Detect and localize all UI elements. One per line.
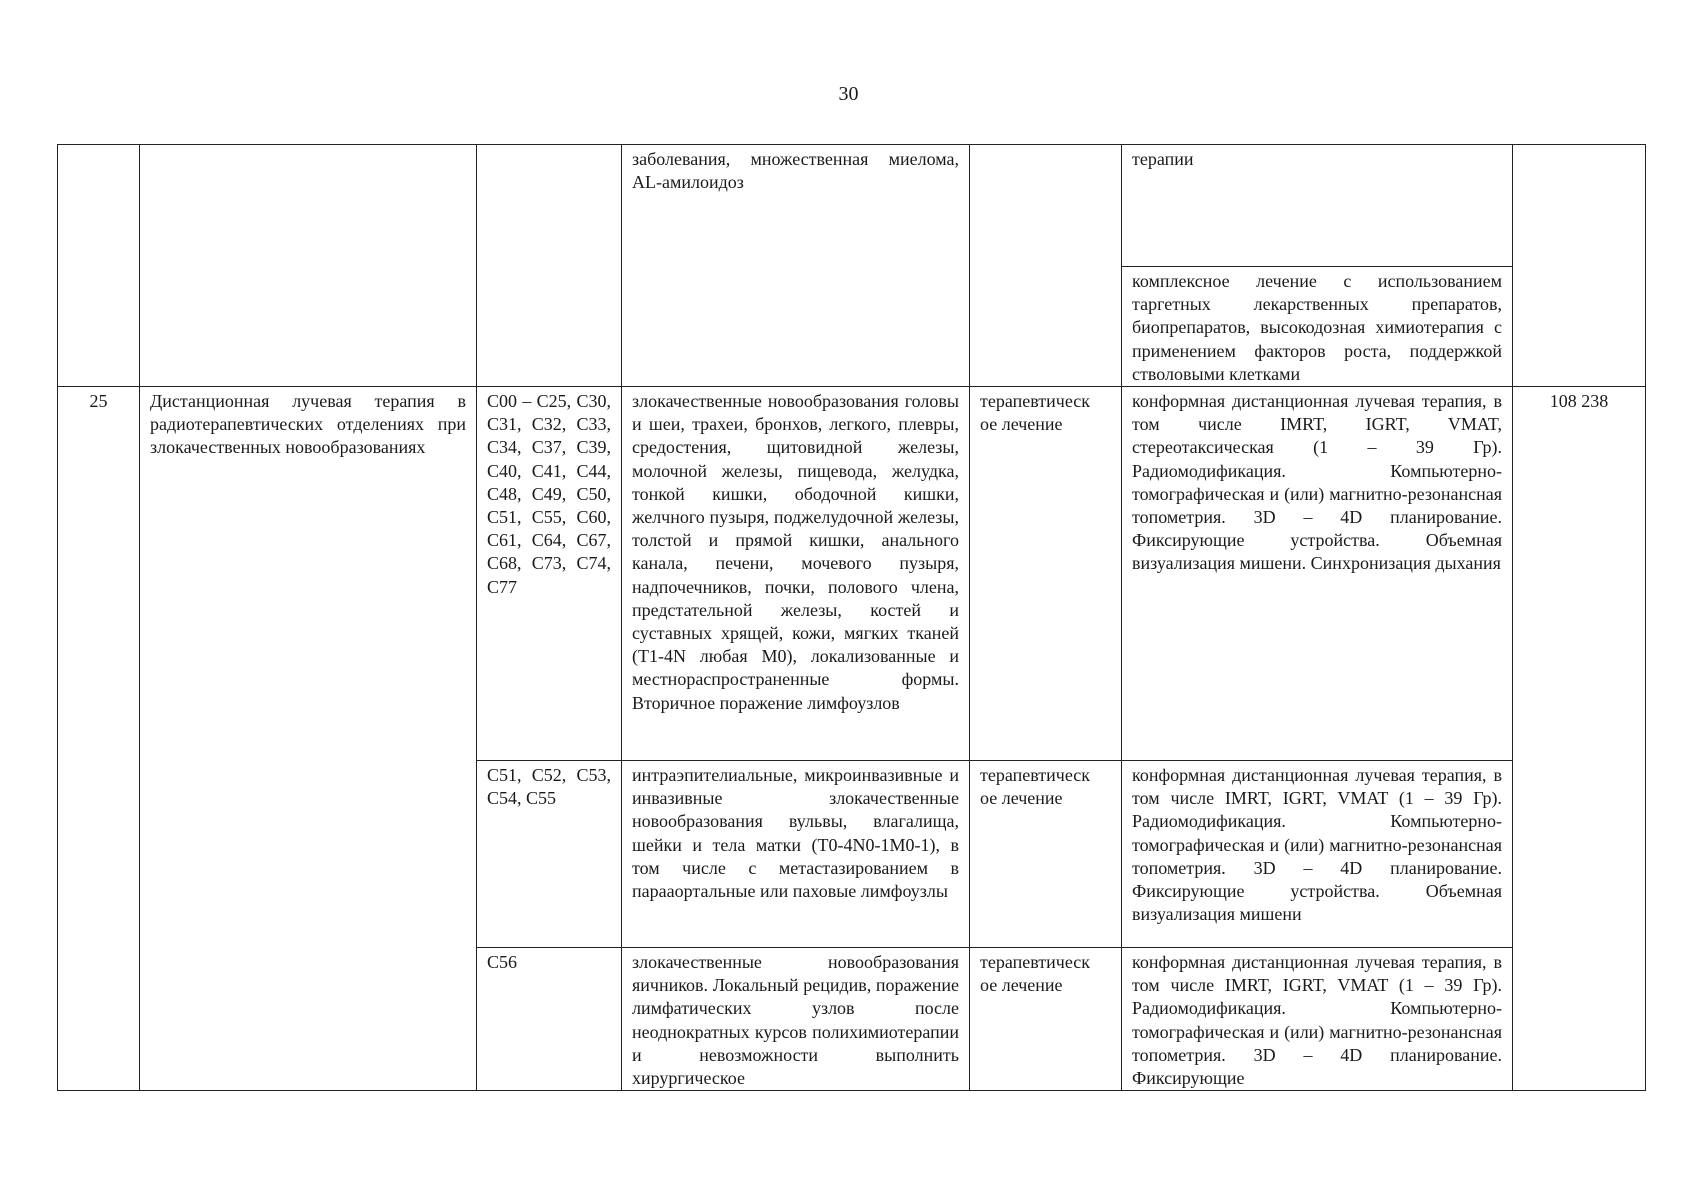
continuation-number-cell xyxy=(58,145,140,387)
continuation-codes-cell xyxy=(477,145,622,387)
row-25-sub-1 xyxy=(58,387,1646,761)
condition-description: злокачественные новообразования яичников. Локальный рецидив, поражение лимфатических узлов после неоднократных курсов полихимиотерапии и невозможности выполнить хирургическое xyxy=(622,948,970,1091)
continuation-condition: заболевания, множественная миелома, AL-амилоидоз xyxy=(622,145,970,387)
treatment-type: терапевтическ ое лечение xyxy=(970,948,1122,1091)
continuation-method-b: комплексное лечение с использованием таргетных лекарственных препаратов, биопрепаратов, высокодозная химиотерапия с применением факторов роста, поддержкой стволовыми клетками xyxy=(1122,267,1513,387)
continuation-price-cell xyxy=(1513,145,1646,387)
icd-codes: C51, C52, C53, C54, C55 xyxy=(477,761,622,948)
icd-codes: C00 – C25, C30, C31, C32, C33, C34, C37, C39, C40, C41, C44, C48, C49, C50, C51, C55, C60, C61, C64, C67, C68, C73, C74, C77 xyxy=(477,387,622,761)
method-description: конформная дистанционная лучевая терапия, в том числе IMRT, IGRT, VMAT (1 – 39 Гр). Радиомодификация. Компьютерно-томографическая и (или) магнитно-резонансная топометрия. 3D – 4D планирование. Фиксирующие xyxy=(1122,948,1513,1091)
icd-codes: C56 xyxy=(477,948,622,1091)
continuation-row-1 xyxy=(58,145,1646,267)
condition-description: злокачественные новообразования головы и шеи, трахеи, бронхов, легкого, плевры, средостения, щитовидной железы, молочной железы, пищевода, желудка, тонкой кишки, ободочной кишки, желчного пузыря, поджелудочной железы, толстой и прямой кишки, анального канала, печени, мочевого пузыря, надпочечников, почки, полового члена, предстательной железы, костей и суставных хрящей, кожи, мягких тканей (T1-4N любая M0), локализованные и местнораспространенные формы. Вторичное поражение лимфоузлов xyxy=(622,387,970,761)
services-table xyxy=(57,144,1646,1091)
price-value: 108 238 xyxy=(1513,387,1646,1091)
condition-description: интраэпителиальные, микроинвазивные и инвазивные злокачественные новообразования вульвы, влагалища, шейки и тела матки (T0-4N0-1M0-1), в том числе с метастазированием в парааортальные или паховые лимфоузлы xyxy=(622,761,970,948)
page-number: 30 xyxy=(838,83,859,105)
continuation-name-cell xyxy=(140,145,477,387)
continuation-method-a: терапии xyxy=(1122,145,1513,267)
method-description: конформная дистанционная лучевая терапия, в том числе IMRT, IGRT, VMAT (1 – 39 Гр). Радиомодификация. Компьютерно-томографическая и (или) магнитно-резонансная топометрия. 3D – 4D планирование. Фиксирующие устройства. Объемная визуализация мишени xyxy=(1122,761,1513,948)
method-description: конформная дистанционная лучевая терапия, в том числе IMRT, IGRT, VMAT, стереотаксическая (1 – 39 Гр). Радиомодификация. Компьютерно-томографическая и (или) магнитно-резонансная топометрия. 3D – 4D планирование. Фиксирующие устройства. Объемная визуализация мишени. Синхронизация дыхания xyxy=(1122,387,1513,761)
treatment-type: терапевтическ ое лечение xyxy=(970,761,1122,948)
treatment-type: терапевтическ ое лечение xyxy=(970,387,1122,761)
row-name: Дистанционная лучевая терапия в радиотерапевтических отделениях при злокачественных новообразованиях xyxy=(140,387,477,1091)
continuation-treatment-cell xyxy=(970,145,1122,387)
row-number: 25 xyxy=(58,387,140,1091)
